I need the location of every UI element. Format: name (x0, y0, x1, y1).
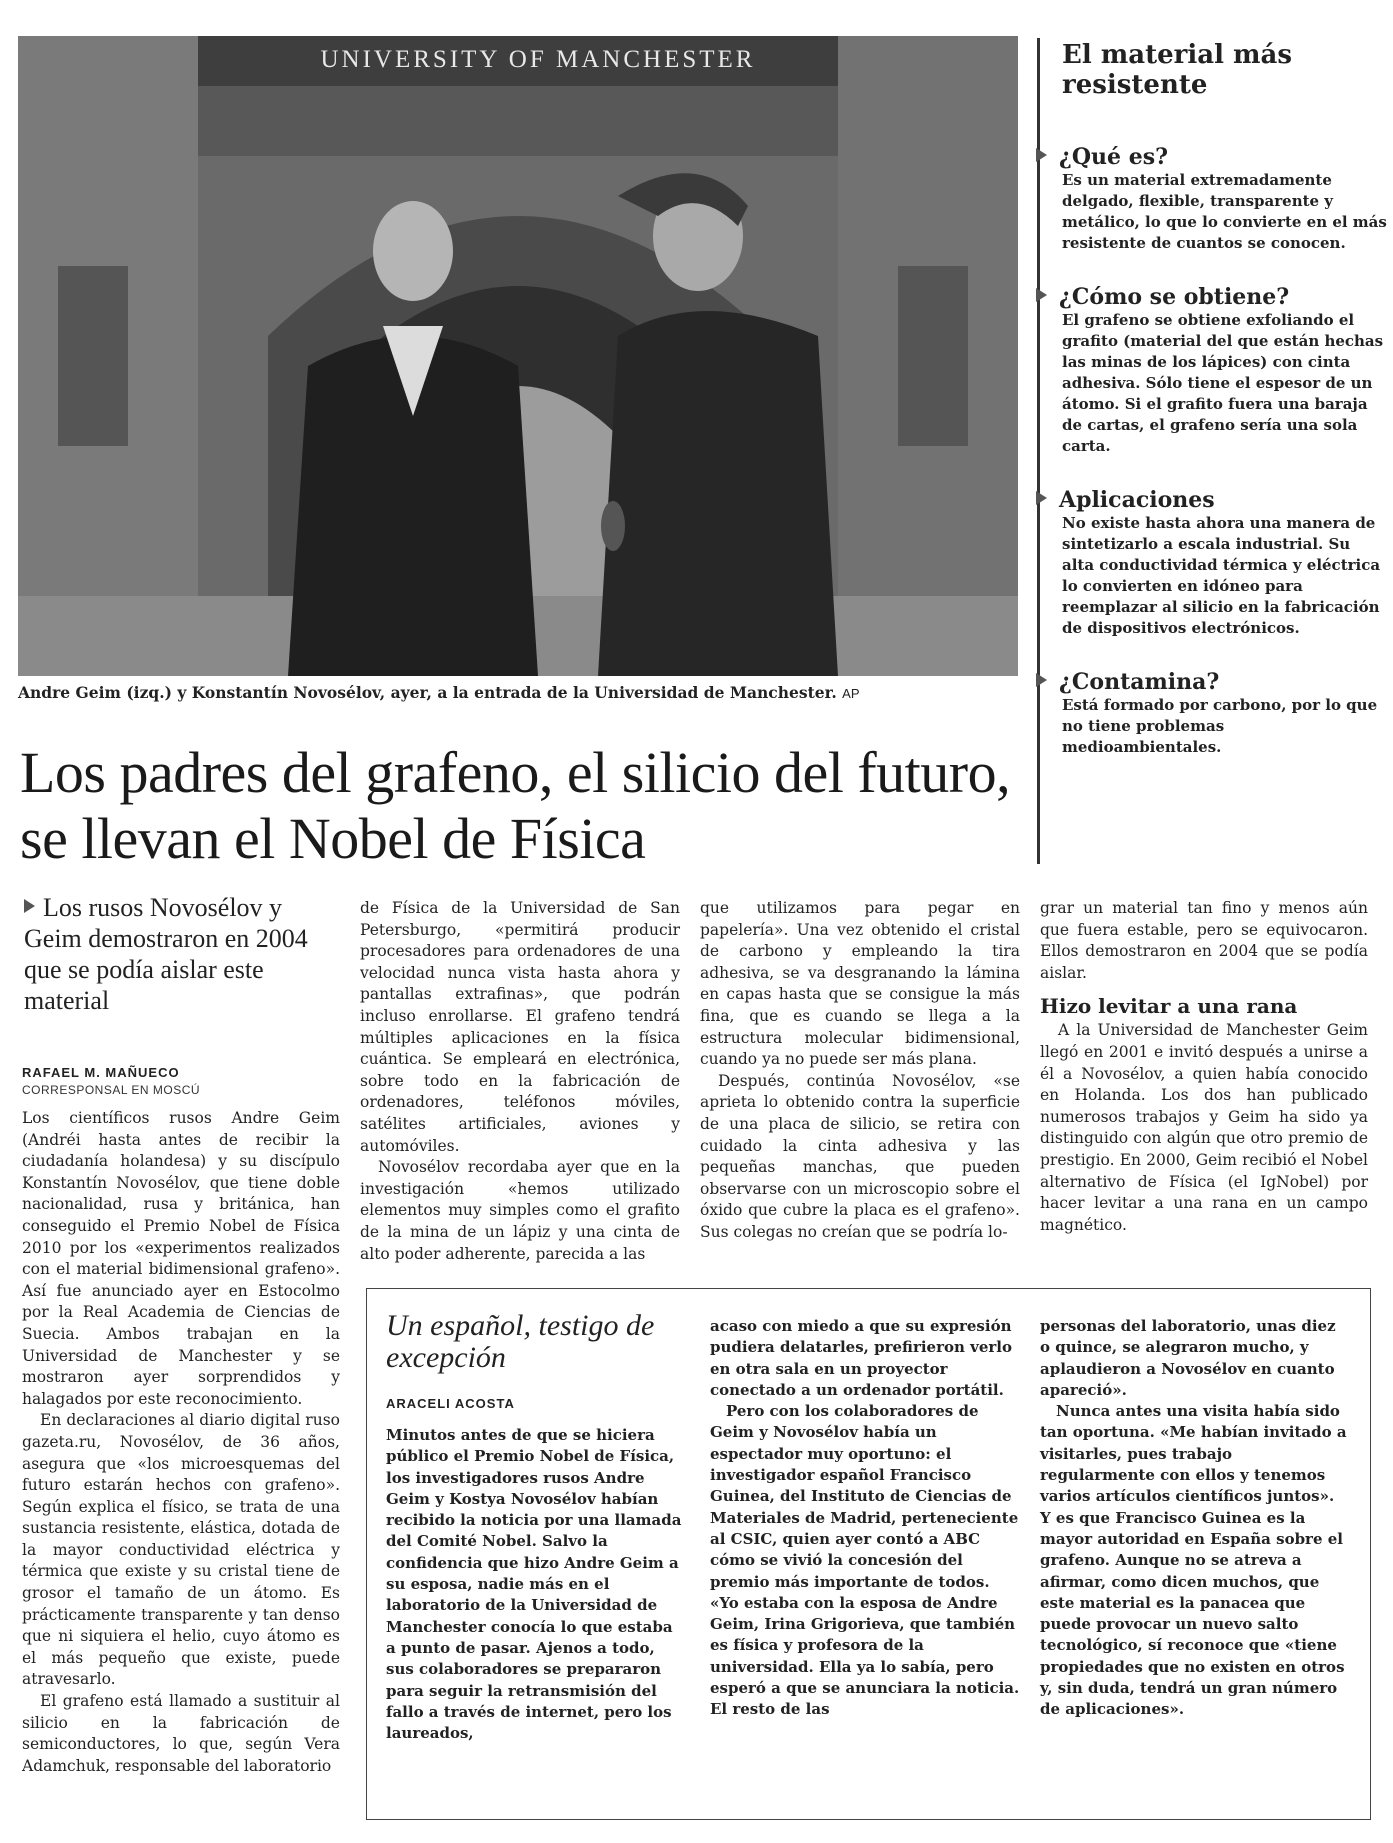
sidebar-section-que-es (1059, 144, 1387, 254)
article-headline: Los padres del grafeno, el silicio del futuro, se llevan el Nobel de Física (20, 740, 1011, 871)
box-column-2 (710, 1316, 1020, 1721)
article-column-3 (700, 898, 1020, 1244)
sidebar-section-aplicaciones (1059, 487, 1387, 639)
photo-sign-text: UNIVERSITY OF MANCHESTER (320, 46, 756, 73)
article-subhead (24, 892, 344, 1016)
article-paragraph: que utilizamos para pegar en papelería». Una vez obtenido el cristal de carbono y empleando la tira adhesiva, se va desgranando la lámina en capas hasta que se consigue la más fina, que es cuando se llega a la estructura molecular bidimensional, cuando ya no puede ser más plana. (700, 899, 1020, 1069)
box-title: Un español, testigo de excepción (386, 1309, 655, 1374)
sidebar-heading: ¿Contamina? (1059, 669, 1220, 695)
article-subheading: Hizo levitar a una rana (1040, 994, 1298, 1019)
article-column-2 (360, 898, 680, 1265)
sidebar-text: No existe hasta ahora una manera de sintetizarlo a escala industrial. Su alta conductividad térmica y eléctrica lo convierten en idóneo para reemplazar al silicio en la fabricación de dispositivos electrónicos. (1062, 514, 1381, 637)
article-paragraph: Novosélov recordaba ayer que en la investigación «hemos utilizado elementos muy simples como el grafito de la mina de un lápiz y una cinta de alto poder adherente, parecida a las (360, 1158, 680, 1263)
sidebar-factbox (1059, 40, 1387, 788)
sidebar-title: El material más resistente (1062, 40, 1293, 100)
caption-text: Andre Geim (izq.) y Konstantín Novosélov, ayer, a la entrada de la Universidad de Manchester. (18, 683, 837, 702)
photo-caption (18, 683, 1018, 702)
sidebar-section-contamina (1059, 669, 1387, 758)
box-paragraph: Minutos antes de que se hiciera público el Premio Nobel de Física, los investigadores rusos Andre Geim y Kostya Novosélov habían recibido la noticia por una llamada del Comité Nobel. Salvo la confidencia que hizo Andre Geim a su esposa, nadie más en el laboratorio de la Universidad de Manchester conocía lo que estaba a punto de pasar. Ajenos a todo, sus colaboradores se prepararon para seguir la retransmisión del fallo a través de internet, pero los laureados, (386, 1426, 682, 1743)
sidebar-heading: Aplicaciones (1059, 487, 1215, 513)
box-byline: ARACELI ACOSTA (386, 1396, 515, 1411)
box-column-1 (386, 1425, 686, 1744)
article-paragraph: El grafeno está llamado a sustituir al silicio en la fabricación de semiconductores, lo que, según Vera Adamchuk, responsable del laboratorio (22, 1692, 340, 1775)
photo-scene (18, 36, 1018, 676)
sidebar-section-como-se-obtiene (1059, 284, 1387, 457)
triangle-bullet-icon (1036, 148, 1047, 162)
article-paragraph: Después, continúa Novosélov, «se aprieta lo obtenido contra la superficie de una placa de silicio, se retira con cuidado la cinta adhesiva y las pequeñas manchas, que pueden observarse con un microscopio sobre el óxido que cubre la placa es el grafeno». Sus colegas no creían que se podría lo- (700, 1071, 1020, 1241)
article-paragraph: Los científicos rusos Andre Geim (Andréi hasta antes de recibir la ciudadanía holandesa) y su discípulo Konstantín Novosélov, que tiene doble nacionalidad, rusa y británica, han conseguido el Premio Nobel de Física 2010 por los «experimentos realizados con el material bidimensional grafeno». Así fue anunciado ayer en Estocolmo por la Real Academia de Ciencias de Suecia. Ambos trabajan en la Universidad de Manchester y se mostraron ayer sorprendidos y halagados por este reconocimiento. (22, 1109, 340, 1408)
article-byline: RAFAEL M. MAÑUECO (22, 1065, 180, 1080)
article-paragraph: En declaraciones al diario digital ruso gazeta.ru, Novosélov, de 36 años, asegura que «los microesquemas del futuro estarán hechos con grafeno». Según explica el físico, se trata de una sustancia resistente, elástica, dotada de la mayor conductividad eléctrica y térmica que existe y su cristal tiene de grosor el tamaño de un átomo. Es prácticamente transparente y tan denso que ni siquiera el helio, cuyo átomo es el más pequeño que existe, puede atravesarlo. (22, 1411, 340, 1689)
article-paragraph: de Física de la Universidad de San Petersburgo, «permitirá producir procesadores para ordenadores de una velocidad nunca vista hasta ahora y pantallas extrafinas», que podrán incluso enrollarse. El grafeno tendrá múltiples aplicaciones en la física cuántica. Se empleará en electrónica, sobre todo en la fabricación de ordenadores, teléfonos móviles, satélites artificiales, aviones y automóviles. (360, 899, 680, 1155)
article-column-4 (1040, 898, 1368, 1236)
photo-credit: AP (842, 686, 860, 701)
sidebar-heading: ¿Qué es? (1059, 144, 1168, 170)
box-paragraph: Pero con los colaboradores de Geim y Novosélov había un espectador muy oportuno: el investigador español Francisco Guinea, del Instituto de Ciencias de Materiales de Madrid, perteneciente al CSIC, quien ayer contó a ABC cómo se vivió la concesión del premio más importante de todos. «Yo estaba con la esposa de Andre Geim, Irina Grigorieva, que también es física y profesora de la universidad. Ella ya lo sabía, pero esperó a que se anunciara la noticia. El resto de las (710, 1402, 1020, 1719)
triangle-bullet-icon (1036, 491, 1047, 505)
box-paragraph: acaso con miedo a que su expresión pudiera delatarles, prefirieron verlo en otra sala en un proyector conectado a un ordenador portátil. (710, 1317, 1012, 1399)
sidebar-heading: ¿Cómo se obtiene? (1059, 284, 1290, 310)
triangle-bullet-icon (1036, 673, 1047, 687)
sidebar-text: Está formado por carbono, por lo que no tiene problemas medioambientales. (1062, 696, 1378, 756)
article-column-1 (22, 1108, 340, 1777)
sidebar-text: Es un material extremadamente delgado, flexible, transparente y metálico, lo que lo convierte en el más resistente de cuantos se conocen. (1062, 171, 1387, 252)
article-paragraph: A la Universidad de Manchester Geim llegó en 2001 e invitó después a unirse a él a Novosélov, a quien había conocido en Holanda. Los dos han publicado numerosos trabajos y Geim ha sido ya distinguido con algún que otro premio de prestigio. En 2000, Geim recibió el Nobel alternativo de Física (el IgNobel) por hacer levitar a una rana en un campo magnético. (1040, 1021, 1368, 1234)
triangle-bullet-icon (24, 899, 35, 913)
article-paragraph: grar un material tan fino y menos aún que fuera estable, pero se equivocaron. Ellos demostraron en 2004 que se podía aislar. (1040, 899, 1368, 982)
box-paragraph: Nunca antes una visita había sido tan oportuna. «Me habían invitado a visitarles, pues trabajo regularmente con ellos y tenemos varios artículos científicos juntos». Y es que Francisco Guinea es la mayor autoridad en España sobre el grafeno. Aunque no se atreva a afirmar, como dicen muchos, que este material es la panacea que puede provocar un nuevo salto tecnológico, sí reconoce que «tiene propiedades que no existen en otros y, sin duda, tendrá un gran número de aplicaciones». (1040, 1402, 1347, 1719)
triangle-bullet-icon (1036, 288, 1047, 302)
news-photo (18, 36, 1018, 676)
box-column-3 (1040, 1316, 1350, 1721)
subhead-text: Los rusos Novosélov y Geim demostraron en 2004 que se podía aislar este material (24, 893, 308, 1015)
article-byline-role: CORRESPONSAL EN MOSCÚ (22, 1083, 201, 1097)
sidebar-text: El grafeno se obtiene exfoliando el grafito (material del que están hechas las minas de los lápices) con cinta adhesiva. Sólo tiene el espesor de un átomo. Si el grafito fuera una baraja de cartas, el grafeno sería una sola carta. (1062, 311, 1384, 455)
box-paragraph: personas del laboratorio, unas diez o quince, se alegraron mucho, y aplaudieron a Novosélov en cuanto apareció». (1040, 1317, 1336, 1399)
